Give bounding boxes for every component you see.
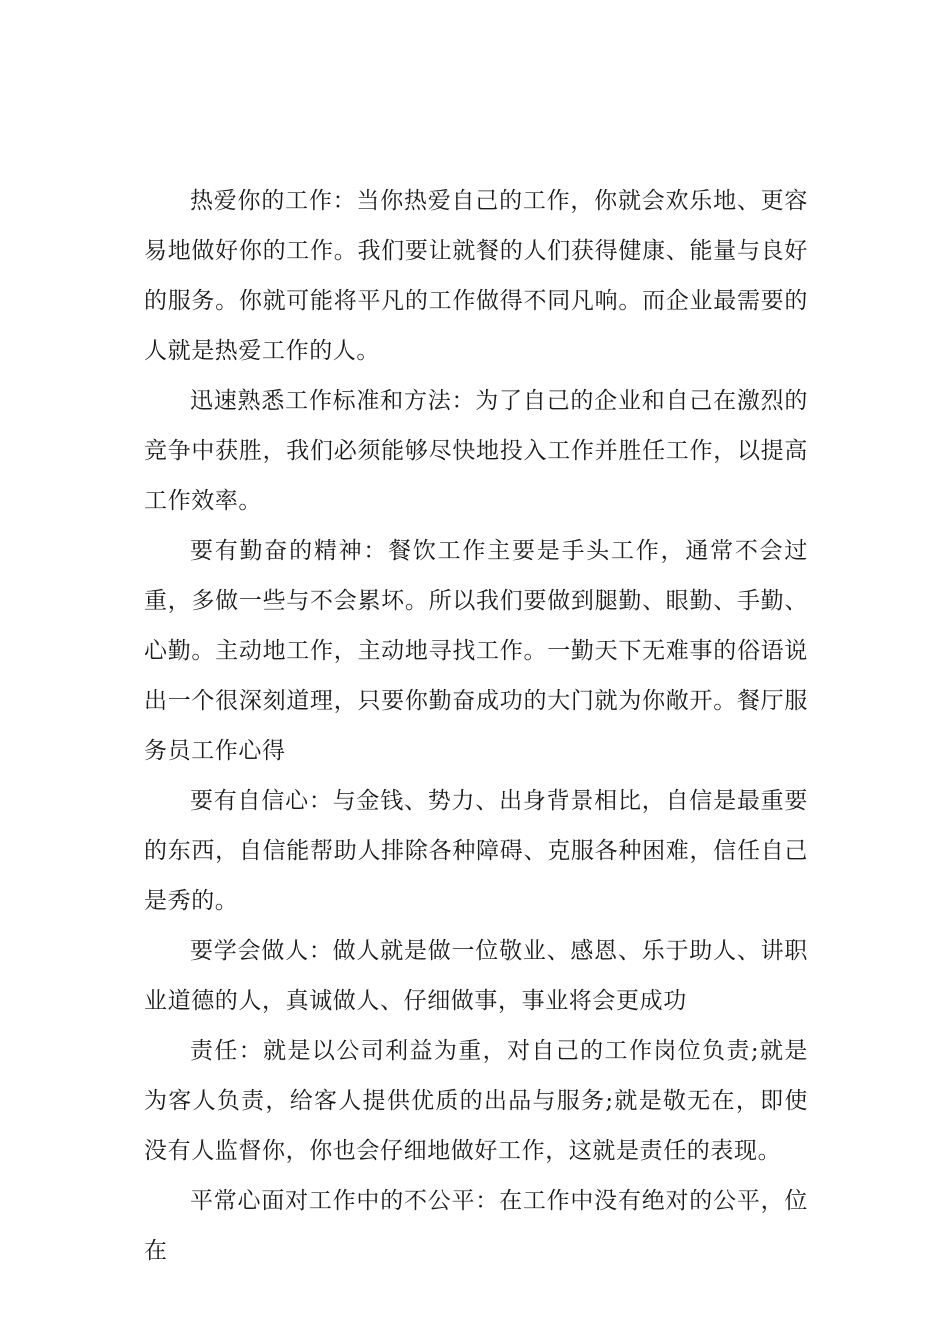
paragraph-confidence: 要有自信心：与金钱、势力、出身背景相比，自信是最重要的东西，自信能帮助人排除各种障碍、克服各种困难，信任自己是秀的。 bbox=[144, 788, 808, 914]
document-body bbox=[144, 176, 808, 1276]
paragraph-conduct: 要学会做人：做人就是做一位敬业、感恩、乐于助人、讲职业道德的人，真诚做人、仔细做事，事业将会更成功 bbox=[144, 938, 808, 1014]
paragraph-fairness: 平常心面对工作中的不公平：在工作中没有绝对的公平，位在 bbox=[144, 1188, 808, 1264]
paragraph-responsibility: 责任：就是以公司利益为重，对自己的工作岗位负责;就是为客人负责，给客人提供优质的出品与服务;就是敬无在，即使没有人监督你，你也会仔细地做好工作，这就是责任的表现。 bbox=[144, 1038, 808, 1164]
paragraph-diligence: 要有勤奋的精神：餐饮工作主要是手头工作，通常不会过重，多做一些与不会累坏。所以我们要做到腿勤、眼勤、手勤、心勤。主动地工作，主动地寻找工作。一勤天下无难事的俗语说出一个很深刻道理，只要你勤奋成功的大门就为你敞开。餐厅服务员工作心得 bbox=[144, 538, 808, 764]
paragraph-love-work: 热爱你的工作：当你热爱自己的工作，你就会欢乐地、更容易地做好你的工作。我们要让就餐的人们获得健康、能量与良好的服务。你就可能将平凡的工作做得不同凡响。而企业最需要的人就是热爱工作的人。 bbox=[144, 188, 808, 364]
paragraph-work-standards: 迅速熟悉工作标准和方法：为了自己的企业和自己在激烈的竞争中获胜，我们必须能够尽快地投入工作并胜任工作，以提高工作效率。 bbox=[144, 388, 808, 514]
